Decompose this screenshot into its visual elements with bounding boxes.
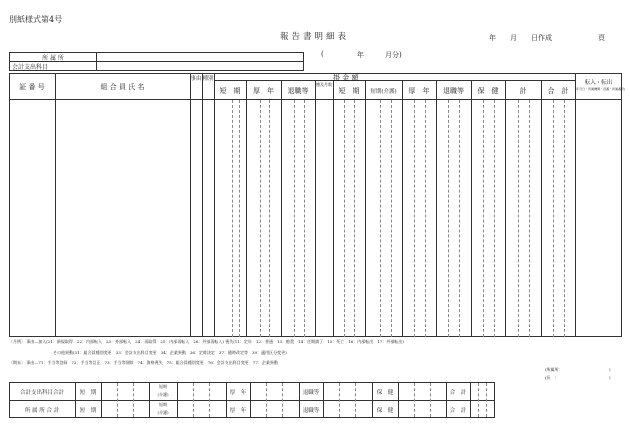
col-short-care: 短期(介護) [370,89,397,95]
col-line [436,80,437,337]
col-short-term: 短 期 [219,87,241,95]
col-line [214,73,215,337]
col-recovery-month: 遡及月数 [316,82,332,87]
col-cert-no: 証 番 号 [19,83,45,91]
page-title: 報告書明細表 [280,32,350,42]
col-line [281,80,282,337]
digit-guide [529,100,530,337]
col-welfare-2: 厚 年 [408,87,430,95]
col-health: 保 健 [477,87,499,95]
note-line-2: その他異動(31：組合員種別変更 33：会計支出科目変更 34：企業異動 36：定時決定 37：随時改定等 39：適用区分変更) [53,350,287,355]
sum-guide [339,383,340,417]
col-line [333,80,334,337]
col-member-name: 組 合 員 氏 名 [100,83,145,91]
col-line [55,73,56,337]
sum-col [398,382,399,418]
sum-guide [478,383,479,417]
col-total: 計 [519,87,527,95]
col-line [246,80,247,337]
digit-guide [483,100,484,337]
digit-guide [304,100,305,337]
sum-guide [266,383,267,417]
col-line [471,80,472,337]
digit-guide [232,100,233,337]
sum-row2-label: 所 属 所 合 計 [24,408,60,414]
sum-row2-short: 短 期 [79,408,97,414]
col-transfer: 転入・転出 [584,80,613,86]
digit-guide [294,100,295,337]
note-line-3: 〔期末〕 事由—71：手当等登録 72：手当等訂正 73：手当等削除 74：資格喪失 75：組合員種別変更 76：会計支出科目変更 77：企業異動 [9,360,278,365]
sum-guide [133,383,134,417]
col-line [402,80,403,337]
sum-row1-short-care-1: 短期 [159,384,167,389]
header-sub-line [214,80,575,81]
sum-col [177,382,178,418]
col-line [202,73,203,337]
summary-mid-line [9,400,495,401]
digit-guide [380,100,381,337]
header-month: 月 [510,34,517,42]
office-label: 所 属 所 [42,55,64,62]
sum-col [470,382,471,418]
sum-row1-total: 合 計 [449,390,467,396]
sum-row2-welfare: 厚 年 [229,408,247,414]
sum-guide [209,383,210,417]
col-kind: 種別 [202,76,214,82]
digit-guide [344,100,345,337]
digit-guide [414,100,415,337]
col-short-term-2: 短 期 [338,87,360,95]
col-deduction-group: 掛 金 額 [333,74,359,82]
digit-guide [354,100,355,337]
sum-row1-welfare: 厚 年 [229,390,247,396]
sum-guide [193,383,194,417]
account-label: 会計支出科目 [12,64,49,71]
sum-row2-total: 合 計 [449,408,467,414]
sum-row1-short-care-2: (介護) [157,392,169,397]
note-line-1: 〔月例〕 事由—加入(21：新規取得 22：内部転入 23：外部転入 24：再取得 25：内部再転入 26：外部再転入) 喪失(11：定年 12：普通 13：勧奨 14：任期満了 15：死亡 16：内部転出 17：外部転出) [9,339,404,344]
col-reason: 事由 [190,76,202,82]
sum-row2-short-care-2: (介護) [157,410,169,415]
digit-guide [448,100,449,337]
info-vline [96,52,97,71]
header-created: 日作成 [531,34,552,42]
period-month: 月分) [385,51,402,59]
stamp-office-close: ) [609,367,611,372]
digit-guide [269,100,270,337]
sum-row1-short: 短 期 [79,390,97,396]
sum-guide [355,383,356,417]
header-year: 年 [489,34,496,42]
col-line [575,73,576,337]
sum-guide [117,383,118,417]
sum-guide [430,383,431,417]
digit-guide [553,100,554,337]
col-retirement: 退職等 [287,87,309,95]
col-retirement-2: 退職等 [443,87,464,95]
sum-row1-health: 保 健 [376,390,394,396]
stamp-chief-close: ) [609,375,611,380]
sum-col [323,382,324,418]
col-welfare: 厚 年 [253,87,274,95]
col-line [315,80,316,337]
digit-guide [260,100,261,337]
col-grand-total: 合 計 [547,87,569,95]
stamp-chief: (長 ： [545,375,559,380]
form-id: 別紙様式第4号 [9,15,63,24]
col-line [541,80,542,337]
digit-guide [391,100,392,337]
sum-col [250,382,251,418]
sum-row2-retirement: 退職等 [302,408,320,414]
digit-guide [459,100,460,337]
sum-col [101,382,102,418]
col-line [365,80,366,337]
sum-guide [282,383,283,417]
header-page: 頁 [598,34,605,42]
digit-guide [494,100,495,337]
period-year: 年 [357,51,364,59]
sum-row1-retirement: 退職等 [302,390,320,396]
stamp-office: (所属所： [545,367,563,372]
digit-guide [239,100,240,337]
sum-guide [486,383,487,417]
sum-row2-health: 保 健 [376,408,394,414]
sum-row1-label: 合計支出科目合計 [19,390,64,396]
col-line [505,80,506,337]
sum-row2-short-care-1: 短期 [159,402,167,407]
col-line [190,73,191,337]
col-transfer-sub: (年月日・所属機関・旧番・所属番号) [575,87,626,91]
sum-guide [414,383,415,417]
digit-guide [425,100,426,337]
digit-guide [564,100,565,337]
period-open: ( [321,50,324,58]
digit-guide [518,100,519,337]
